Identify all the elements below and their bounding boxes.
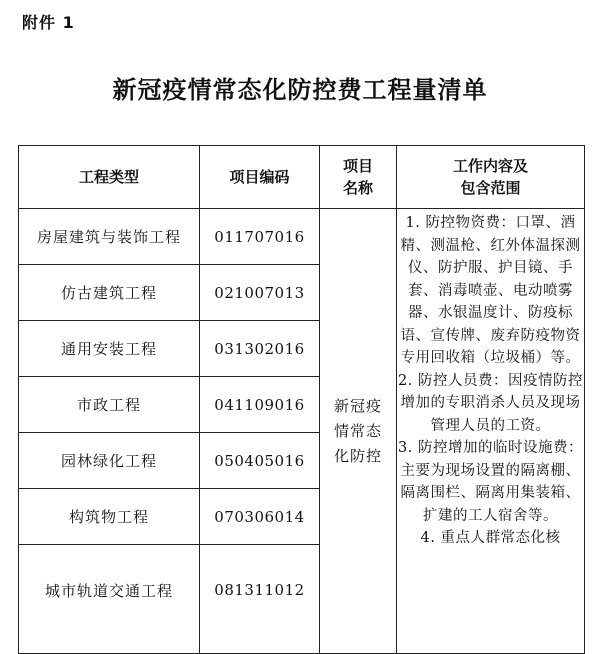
header-work-content-line2: 包含范围 (460, 179, 521, 197)
project-code-cell: 031302016 (200, 321, 320, 377)
project-code-cell: 011707016 (200, 209, 320, 265)
work-content-item: 1. 防控物资费：口罩、酒精、测温枪、红外体温探测仪、防护服、护目镜、手套、消毒喷壶、电动喷雾器、水银温度计、防疫标语、宣传牌、废弃防疫物资专用回收箱（垃圾桶）等。 (400, 215, 581, 366)
project-name-cell (320, 209, 397, 654)
project-code-cell: 050405016 (200, 433, 320, 489)
project-type-cell: 市政工程 (19, 377, 200, 433)
header-project-code: 项目编码 (200, 146, 320, 209)
project-type-cell: 构筑物工程 (19, 489, 200, 545)
project-type-cell: 房屋建筑与装饰工程 (19, 209, 200, 265)
work-content-item: 3. 防控增加的临时设施费：主要为现场设置的隔离棚、隔离围栏、隔离用集装箱、扩建的工人宿舍等。 (398, 440, 583, 524)
project-code-cell: 070306014 (200, 489, 320, 545)
table-header-row (19, 146, 585, 209)
project-code-cell: 021007013 (200, 265, 320, 321)
project-code-cell: 041109016 (200, 377, 320, 433)
project-name-line1: 新冠疫 (333, 396, 382, 415)
project-name-line3: 化防控 (333, 446, 382, 465)
project-type-text: 城市轨道交通工程 (44, 581, 173, 600)
header-project-name-line1: 项目 (342, 157, 373, 175)
quantity-table (18, 145, 585, 654)
project-type-cell: 仿古建筑工程 (19, 265, 200, 321)
work-content-box (397, 212, 584, 650)
project-code-cell (200, 545, 320, 654)
project-type-cell: 园林绿化工程 (19, 433, 200, 489)
project-type-cell (19, 545, 200, 654)
project-name-line2: 情常态 (333, 421, 382, 440)
header-work-content-line1: 工作内容及 (452, 157, 528, 175)
header-project-type: 工程类型 (19, 146, 200, 209)
work-content-item: 2. 防控人员费：因疫情防控增加的专职消杀人员及现场管理人员的工资。 (398, 372, 583, 434)
attachment-label: 附件 1 (22, 13, 75, 32)
work-content-item: 4. 重点人群常态化核 (420, 530, 561, 546)
header-project-name (320, 146, 397, 209)
header-project-name-line2: 名称 (342, 179, 373, 197)
page-title: 新冠疫情常态化防控费工程量清单 (112, 75, 488, 104)
project-code-text: 081311012 (214, 581, 305, 599)
project-type-cell: 通用安装工程 (19, 321, 200, 377)
work-content-cell (397, 209, 585, 654)
header-work-content (397, 146, 585, 209)
table-row (19, 209, 585, 265)
